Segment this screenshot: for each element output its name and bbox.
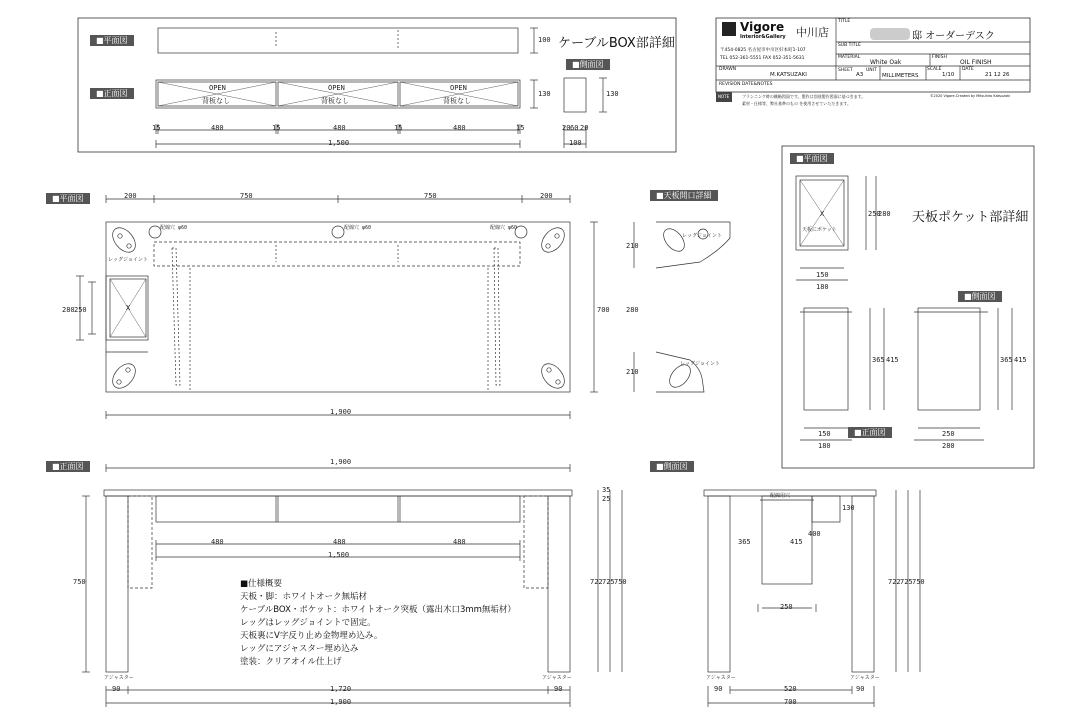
dim-label: 25	[602, 495, 611, 503]
dim-label: 100	[569, 139, 582, 147]
side-cable-box	[812, 496, 840, 522]
open-label: OPEN	[328, 84, 345, 92]
dim-label: 100	[538, 36, 551, 44]
scale-label: SCALE	[927, 67, 942, 72]
box-side	[564, 78, 586, 112]
brand-name: Vigore	[740, 20, 785, 34]
desk-plan-top	[106, 222, 570, 392]
dim-label: 1,720	[330, 685, 352, 693]
dim-label: 250	[74, 306, 87, 314]
pocket-note: 天板にポケット	[802, 227, 837, 233]
front-top-board	[104, 490, 572, 496]
dim-label: 415	[790, 538, 803, 546]
dim-label: 180	[818, 442, 831, 450]
spec-line: 塗装：クリアオイル仕上げ	[240, 657, 342, 667]
tag-plan-top: ■平面図	[90, 35, 134, 46]
dim-label: 700	[784, 698, 797, 706]
dim-label: 415	[1014, 356, 1027, 364]
dim-label: 150	[818, 430, 831, 438]
dim-label: 90	[554, 685, 563, 693]
dim-label: 415	[886, 356, 899, 364]
spec-line: 天板裏にV字反り止め金物埋め込み。	[240, 631, 383, 641]
dim-label: 365	[872, 356, 885, 364]
dim-label: 15	[272, 124, 281, 132]
dim-label: 480	[453, 124, 466, 132]
heading-pocket: 天板ポケット部詳細	[912, 210, 1029, 225]
dim-label: 365	[1000, 356, 1013, 364]
dim-label: 90	[856, 685, 865, 693]
brand-logo-mark	[722, 22, 736, 36]
front-leg-right	[548, 496, 570, 672]
dim-label: 210	[626, 242, 639, 250]
dim-label: 700	[597, 306, 610, 314]
dim-label: 520	[784, 685, 797, 693]
sheet-label: SHEET	[838, 68, 853, 73]
pocket-front	[918, 308, 980, 410]
pocket-side	[804, 308, 848, 410]
store-tel: TEL 052-361-5551 FAX 052-351-5631	[720, 56, 805, 61]
sheet-value: A3	[856, 72, 864, 78]
dim-label: 480	[211, 538, 224, 546]
tag-pocket-front: ■正面図	[848, 427, 892, 438]
dim-label: 130	[538, 90, 551, 98]
tag-front-main: ■正面図	[46, 461, 90, 472]
redacted-name	[870, 28, 910, 40]
cord-hole-note: 配線穴 φ60	[160, 225, 188, 231]
dim-label: 15	[394, 124, 403, 132]
brand-sub: Interior&Gallery	[740, 34, 786, 40]
spec-heading: ■仕様概要	[240, 579, 283, 589]
dim-label: 1,500	[328, 139, 350, 147]
dim-label: 250	[868, 210, 881, 218]
dim-label: 750	[912, 578, 925, 586]
heading-cable-box: ケーブルBOX部詳細	[558, 36, 675, 51]
tag-pocket-side: ■側面図	[958, 291, 1002, 302]
no-back-label: 背板なし	[443, 97, 471, 105]
dim-label: 90	[112, 685, 121, 693]
dim-label: 280	[878, 210, 891, 218]
unit-label: UNIT	[866, 68, 877, 73]
dim-label: 722	[888, 578, 901, 586]
dim-label: 280	[626, 306, 639, 314]
dim-label: 250	[942, 430, 955, 438]
dim-label: 480	[333, 124, 346, 132]
date-label: DATE	[962, 67, 974, 72]
side-leg-left	[708, 496, 730, 672]
dim-label: 280	[942, 442, 955, 450]
cord-hole-note: 配線穴 φ60	[344, 225, 372, 231]
copyright: ©2020 Vigore.Created by Mitsuhiro Katsuzaki	[930, 94, 1011, 98]
dim-label: 750	[240, 192, 253, 200]
wiring-note: 配線用穴	[770, 493, 791, 499]
adjuster-note: アジャスター	[850, 675, 880, 681]
tag-side-top: ■側面図	[566, 59, 610, 70]
dim-label: 20	[562, 124, 571, 132]
unit-value: MILLIMETERS	[882, 73, 919, 79]
dim-label: 280	[62, 306, 75, 314]
dim-label: 250	[780, 603, 793, 611]
dim-label: 1,500	[328, 551, 350, 559]
subtitle-label: SUB TITLE	[838, 43, 861, 48]
dim-label: 750	[614, 578, 627, 586]
drawn-label: DRAWN	[719, 67, 737, 72]
dim-label: 180	[816, 283, 829, 291]
spec-line: ケーブルBOX・ポケット：ホワイトオーク突板（露出木口3mm無垢材）	[240, 605, 516, 615]
dim-label: 725	[900, 578, 913, 586]
adjuster-note: アジャスター	[104, 675, 134, 681]
tag-plan-main: ■平面図	[46, 193, 90, 204]
material-label: MATERIAL	[838, 55, 861, 60]
finish-value: OIL FINISH	[960, 59, 992, 66]
store-address: 〒454-0825 名古屋市中川区好本町1-107	[720, 48, 806, 53]
dim-label: 722	[590, 578, 603, 586]
dim-label: 200	[124, 192, 137, 200]
dim-label: 365	[738, 538, 751, 546]
spec-notes	[240, 578, 516, 669]
finish-label: FINISH	[932, 55, 947, 60]
note-line-2: 素材・仕様等、弊社基準のもの を使用させていただきます。	[742, 101, 851, 106]
material-value: White Oak	[870, 59, 902, 66]
front-leg-left	[106, 496, 128, 672]
pocket-mark: X	[820, 210, 825, 218]
note-tag: NOTE	[718, 94, 730, 99]
dim-label: 150	[816, 271, 829, 279]
revision-label: REVISION DATE&NOTES	[719, 82, 773, 87]
tag-pocket-plan: ■平面図	[790, 153, 834, 164]
side-pocket-box	[762, 496, 812, 584]
pocket-detail-frame	[782, 146, 1034, 468]
dim-label: 60	[570, 124, 579, 132]
spec-line: レッグにアジャスター埋め込み	[240, 644, 359, 654]
drawn-value: M.KATSUZAKI	[770, 72, 807, 78]
dim-label: 210	[626, 368, 639, 376]
box-plan	[158, 28, 518, 53]
store-name: 中川店	[796, 26, 829, 39]
adjuster-note: アジャスター	[542, 675, 572, 681]
cord-hole-center	[332, 226, 344, 238]
dim-label: 20	[580, 124, 589, 132]
dim-label: 480	[211, 124, 224, 132]
side-leg-right	[852, 496, 874, 672]
dim-label: 1,900	[330, 408, 352, 416]
no-back-label: 背板なし	[202, 97, 230, 105]
dim-label: 480	[453, 538, 466, 546]
dim-label: 130	[606, 90, 619, 98]
dim-label: 90	[714, 685, 723, 693]
dim-label: 480	[333, 538, 346, 546]
date-value: 21 12 26	[985, 72, 1010, 78]
tag-front-top: ■正面図	[90, 88, 134, 99]
scale-value: 1/10	[942, 72, 955, 78]
dim-label: 15	[516, 124, 525, 132]
open-label: OPEN	[209, 84, 226, 92]
note-line-1: プランニング時の概略図面です。製作は別途製作図面に基づきます。	[742, 94, 866, 99]
dim-label: 750	[424, 192, 437, 200]
leg-joint-note: レッグジョイント	[680, 361, 720, 367]
dim-label: 725	[602, 578, 615, 586]
dim-label: 750	[73, 578, 86, 586]
dim-label: 15	[152, 124, 161, 132]
dim-label: 400	[808, 530, 821, 538]
spec-line: レッグはレッグジョイントで固定。	[240, 618, 376, 628]
spec-line: 天板・脚：ホワイトオーク無垢材	[240, 592, 367, 602]
front-cable-box	[156, 496, 520, 522]
no-back-label: 背板なし	[321, 97, 349, 105]
dim-label: 1,900	[330, 698, 352, 706]
tag-side-main: ■側面図	[650, 461, 694, 472]
pocket-mark: X	[126, 304, 131, 312]
leg-joint-note: レッグジョイント	[682, 233, 722, 239]
project-title: 邸 オーダーデスク	[912, 31, 995, 42]
adjuster-note: アジャスター	[706, 675, 736, 681]
dim-label: 1,900	[330, 458, 352, 466]
title-label: TITLE	[838, 19, 851, 24]
cord-hole-note: 配線穴 φ60	[490, 225, 518, 231]
dim-label: 130	[842, 504, 855, 512]
leg-joint-note: レッグジョイント	[108, 257, 148, 263]
tag-edge-detail: ■天板開口詳細	[650, 190, 718, 201]
open-label: OPEN	[450, 84, 467, 92]
dim-label: 35	[602, 486, 611, 494]
dim-label: 200	[540, 192, 553, 200]
